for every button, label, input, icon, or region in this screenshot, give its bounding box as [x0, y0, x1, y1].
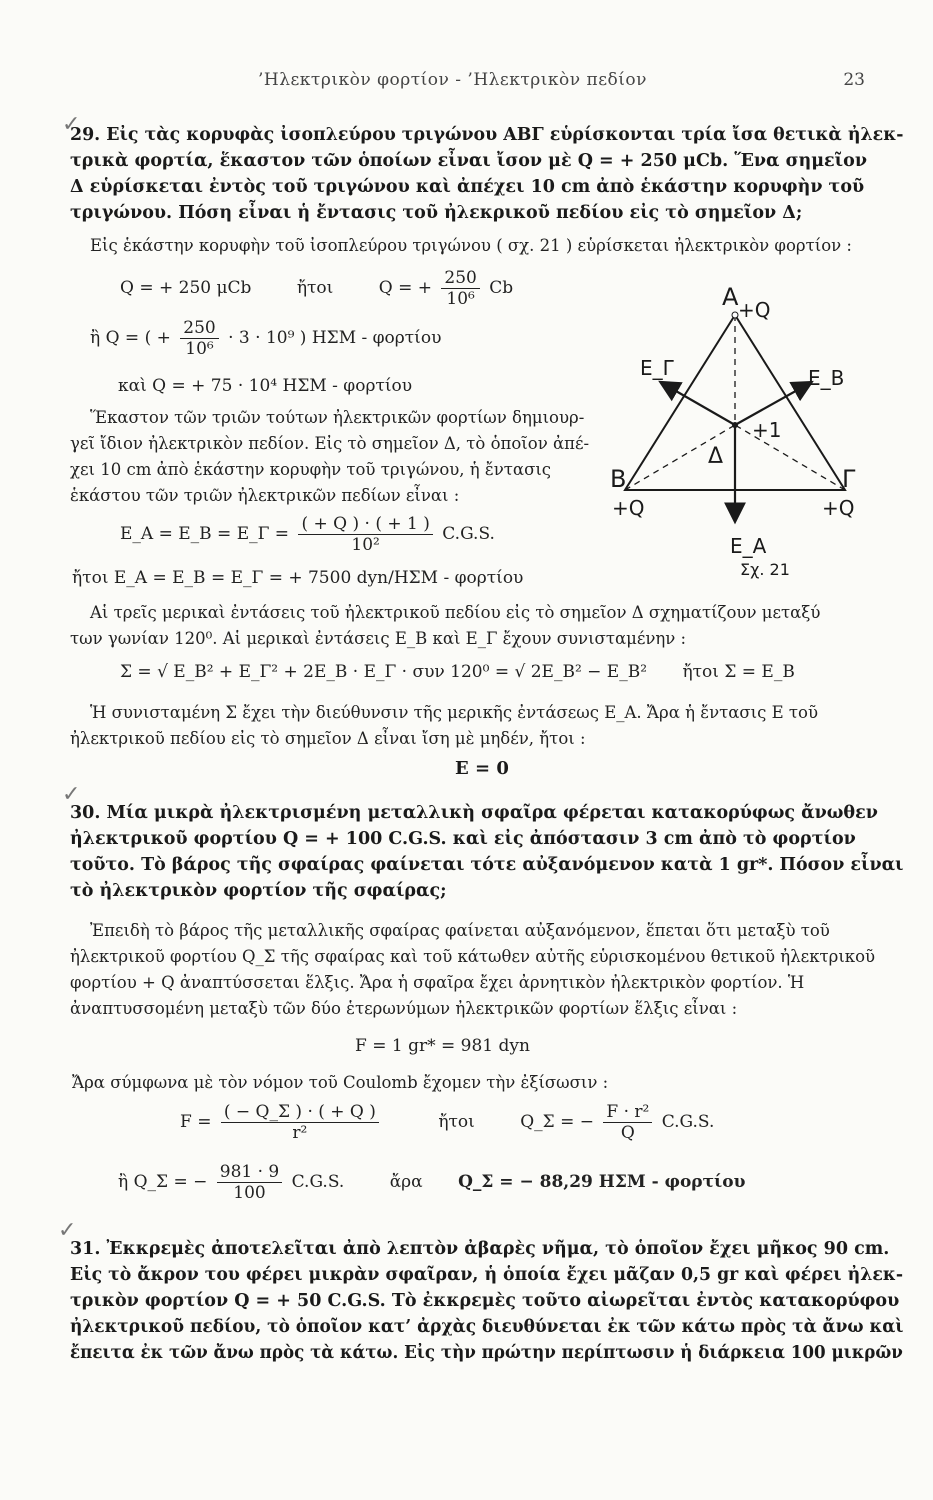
p30-line-2: ἠλεκτρικοῦ φορτίου Q = + 100 C.G.S. καὶ εἰς ἀπόστασιν 3 cm ἀπὸ τὸ φορτίον: [70, 829, 856, 849]
eqF-fraction: [221, 1102, 379, 1143]
checkmark-icon-2: ✓: [62, 782, 81, 807]
p30-eq-force: F = 1 gr* = 981 dyn: [355, 1036, 530, 1056]
label-B: B: [610, 465, 627, 493]
eqF-den: r²: [292, 1123, 308, 1143]
eqF-num: ( − Q_Σ ) · ( + Q ): [221, 1102, 379, 1123]
p31-line-4: ἠλεκτρικοῦ πεδίου, τὸ ὁποῖον κατ’ ἀρχὰς διευθύνεται ἐκ τῶν κάτω πρὸς τὰ ἄνω καὶ: [70, 1317, 904, 1337]
p29-para2-line-4: ἑκάστου τῶν τριῶν ἠλεκτρικῶν πεδίων εἶναι :: [70, 486, 460, 505]
checkmark-icon: ✓: [62, 112, 81, 137]
running-header: [0, 70, 933, 100]
eqF-mid: ἤτοι: [438, 1112, 475, 1132]
p30-eqG: [118, 1162, 745, 1203]
eqG-num: 981 · 9: [217, 1162, 282, 1183]
p30-line-4: τὸ ἠλεκτρικὸν φορτίον τῆς σφαίρας;: [70, 881, 447, 901]
label-EB: E_B: [808, 366, 845, 390]
eq4-unit: C.G.S.: [442, 524, 495, 544]
eq6-tail: ἤτοι Σ = E_B: [682, 662, 795, 682]
eqG-mid: ἄρα: [389, 1172, 423, 1192]
eq2-post: · 3 · 10⁹ ) ΗΣΜ - φορτίου: [228, 328, 442, 348]
label-EG: E_Γ: [640, 356, 674, 380]
p29-eq3: καὶ Q = + 75 · 10⁴ ΗΣΜ - φορτίου: [118, 376, 413, 396]
eq2-pre: ἢ Q = ( +: [90, 328, 171, 348]
charge-A: +Q: [738, 298, 771, 322]
p29-line-2: τρικὰ φορτία, ἕκαστον τῶν ὁποίων εἶναι ἴσον μὲ Q = + 250 μCb. Ἕνα σημεῖον: [70, 151, 867, 171]
p29-line-4: τριγώνου. Πόση εἶναι ἡ ἔντασις τοῦ ἠλεκρικοῦ πεδίου εἰς τὸ σημεῖον Δ;: [70, 203, 803, 223]
eq2-fraction: [180, 318, 218, 359]
p29-solution-intro: Εἰς ἑκάστην κορυφὴν τοῦ ἰσοπλεύρου τριγώνου ( σχ. 21 ) εὑρίσκεται ἠλεκτρικὸν φορτίον :: [90, 236, 852, 255]
eqG-unit: C.G.S.: [291, 1172, 345, 1192]
p30-sol-line-1: Ἐπειδὴ τὸ βάρος τῆς μεταλλικῆς σφαίρας φαίνεται αὐξανόμενον, ἕπεται ὅτι μεταξὺ τοῦ: [90, 921, 830, 940]
p29-para3-line-1: Αἱ τρεῖς μερικαὶ ἐντάσεις τοῦ ἠλεκτρικοῦ πεδίου εἰς τὸ σημεῖον Δ σχηματίζουν μεταξύ: [90, 603, 821, 622]
eq4-num: ( + Q ) · ( + 1 ): [298, 514, 432, 535]
eq2-num: 250: [180, 318, 218, 339]
eq1-mid: ἤτοι: [296, 278, 334, 298]
p29-para2-line-2: γεῖ ἴδιον ἠλεκτρικὸν πεδίον. Εἰς τὸ σημεῖον Δ, τὸ ὁποῖον ἀπέ-: [70, 434, 590, 453]
p29-eq6: [120, 662, 795, 682]
p31-line-2: Εἰς τὸ ἄκρον του φέρει μικρὰν σφαῖραν, ἡ ὁποία ἔχει μᾶζαν 0,5 gr καὶ φέρει ἠλεκ-: [70, 1265, 904, 1285]
eqF-pre: F =: [180, 1112, 212, 1132]
p29-para4-line-1: Ἡ συνισταμένη Σ ἔχει τὴν διεύθυνσιν τῆς μερικῆς ἐντάσεως E_A. Ἄρα ἡ ἔντασις E τοῦ: [90, 703, 818, 722]
p29-eq4: [120, 514, 495, 555]
p29-para3-line-2: των γωνίαν 120⁰. Αἱ μερικαὶ ἐντάσεις E_B καὶ E_Γ ἔχουν συνισταμένην :: [70, 629, 687, 648]
eq4-fraction: [298, 514, 432, 555]
p30-sol-line-2: ἠλεκτρικοῦ φορτίου Q_Σ τῆς σφαίρας καὶ τοῦ κάτωθεν αὐτῆς εὑρισκομένου θετικοῦ ἠλεκτρικοῦ: [70, 947, 876, 966]
p29-eq1: [120, 268, 513, 309]
p30-coulomb-line: Ἄρα σύμφωνα μὲ τὸν νόμον τοῦ Coulomb ἔχομεν τὴν ἐξίσωσιν :: [72, 1073, 609, 1092]
label-G: Γ: [842, 465, 856, 493]
eqF2-pre: Q_Σ = −: [520, 1112, 594, 1132]
eqF2-den: Q: [620, 1123, 635, 1143]
checkmark-icon-3: ✓: [58, 1218, 77, 1243]
p29-eq2: [90, 318, 441, 359]
charge-D: +1: [752, 418, 782, 442]
charge-B: +Q: [612, 496, 645, 520]
p30-eqF: [180, 1102, 714, 1143]
eq4-den: 10²: [351, 535, 380, 555]
figure-caption: Σχ. 21: [740, 560, 790, 579]
p30-answer: Q_Σ = − 88,29 ΗΣΜ - φορτίου: [458, 1172, 746, 1192]
p31-line-3: τρικὸν φορτίον Q = + 50 C.G.S. Τὸ ἐκκρεμὲς τοῦτο αἰωρεῖται ἐντὸς κατακορύφου: [70, 1291, 900, 1311]
p29-line-3: Δ εὑρίσκεται ἐντὸς τοῦ τριγώνου καὶ ἀπέχει 10 cm ἀπὸ ἑκάστην κορυφὴν τοῦ: [70, 177, 865, 197]
label-EA: E_A: [730, 534, 767, 558]
eqG-den: 100: [233, 1183, 266, 1203]
p30-line-1: 30. Μία μικρὰ ἠλεκτρισμένη μεταλλικὴ σφαῖρα φέρεται κατακορύφως ἄνωθεν: [70, 803, 878, 823]
figure-21: [610, 275, 870, 595]
p30-sol-line-3: φορτίου + Q ἀναπτύσσεται ἕλξις. Ἄρα ἡ σφαῖρα ἔχει ἀρνητικὸν ἠλεκτρικὸν φορτίον. Ἡ: [70, 973, 805, 992]
p31-line-1: 31. Ἐκκρεμὲς ἀποτελεῖται ἀπὸ λεπτὸν ἀβαρὲς νῆμα, τὸ ὁποῖον ἔχει μῆκος 90 cm.: [70, 1239, 890, 1259]
p30-sol-line-4: ἀναπτυσσομένη μεταξὺ τῶν δύο ἑτερωνύμων ἠλεκτρικῶν φορτίων ἕλξις εἶναι :: [70, 999, 738, 1018]
label-D: Δ: [708, 444, 724, 469]
charge-G: +Q: [822, 496, 855, 520]
point-D: [732, 422, 738, 428]
vector-EG: [662, 383, 735, 425]
eq4-pre: E_A = E_B = E_Γ =: [120, 524, 290, 544]
p29-para2-line-3: χει 10 cm ἀπὸ ἑκάστην κορυφὴν τοῦ τριγώνου, ἡ ἔντασις: [70, 460, 552, 479]
p29-eq5: ἤτοι E_A = E_B = E_Γ = + 7500 dyn/ΗΣΜ - φορτίου: [72, 568, 524, 588]
eq1-den: 10⁶: [446, 289, 475, 309]
header-title: ’Ηλεκτρικὸν φορτίον - ’Ηλεκτρικὸν πεδίον: [258, 70, 647, 90]
eq1-unit: Cb: [489, 278, 514, 298]
p30-line-3: τοῦτο. Τὸ βάρος τῆς σφαίρας φαίνεται τότε αὐξανόμενον κατὰ 1 gr*. Πόσον εἶναι: [70, 855, 904, 875]
p29-para2-line-1: Ἕκαστον τῶν τριῶν τούτων ἠλεκτρικῶν φορτίων δημιουρ-: [90, 408, 585, 427]
eq1-left: Q = + 250 μCb: [120, 278, 252, 298]
p29-answer: E = 0: [455, 758, 509, 779]
eq1-num: 250: [441, 268, 479, 289]
p29-para4-line-2: ἠλεκτρικοῦ πεδίου εἰς τὸ σημεῖον Δ εἶναι ἴση μὲ μηδέν, ἤτοι :: [70, 729, 586, 748]
eqF2-fraction: [603, 1102, 652, 1143]
eqF2-num: F · r²: [603, 1102, 652, 1123]
eqF2-unit: C.G.S.: [661, 1112, 715, 1132]
label-A: A: [722, 283, 739, 311]
p31-line-5: ἔπειτα ἐκ τῶν ἄνω πρὸς τὰ κάτω. Εἰς τὴν πρώτην περίπτωσιν ἡ διάρκεια 100 μικρῶν: [70, 1343, 903, 1363]
eq1-right-pre: Q = +: [378, 278, 432, 298]
eqG-pre: ἢ Q_Σ = −: [118, 1172, 208, 1192]
eq2-den: 10⁶: [185, 339, 214, 359]
eqG-fraction: [217, 1162, 282, 1203]
eq6-body: Σ = √ E_B² + E_Γ² + 2E_B · E_Γ · συν 120⁰ = √ 2E_B² − E_B²: [120, 662, 648, 682]
page-number: 23: [843, 70, 865, 90]
eq1-fraction: [441, 268, 479, 309]
p29-line-1: 29. Εἰς τὰς κορυφὰς ἰσοπλεύρου τριγώνου ΑΒΓ εὑρίσκονται τρία ἴσα θετικὰ ἠλεκ-: [70, 125, 904, 145]
